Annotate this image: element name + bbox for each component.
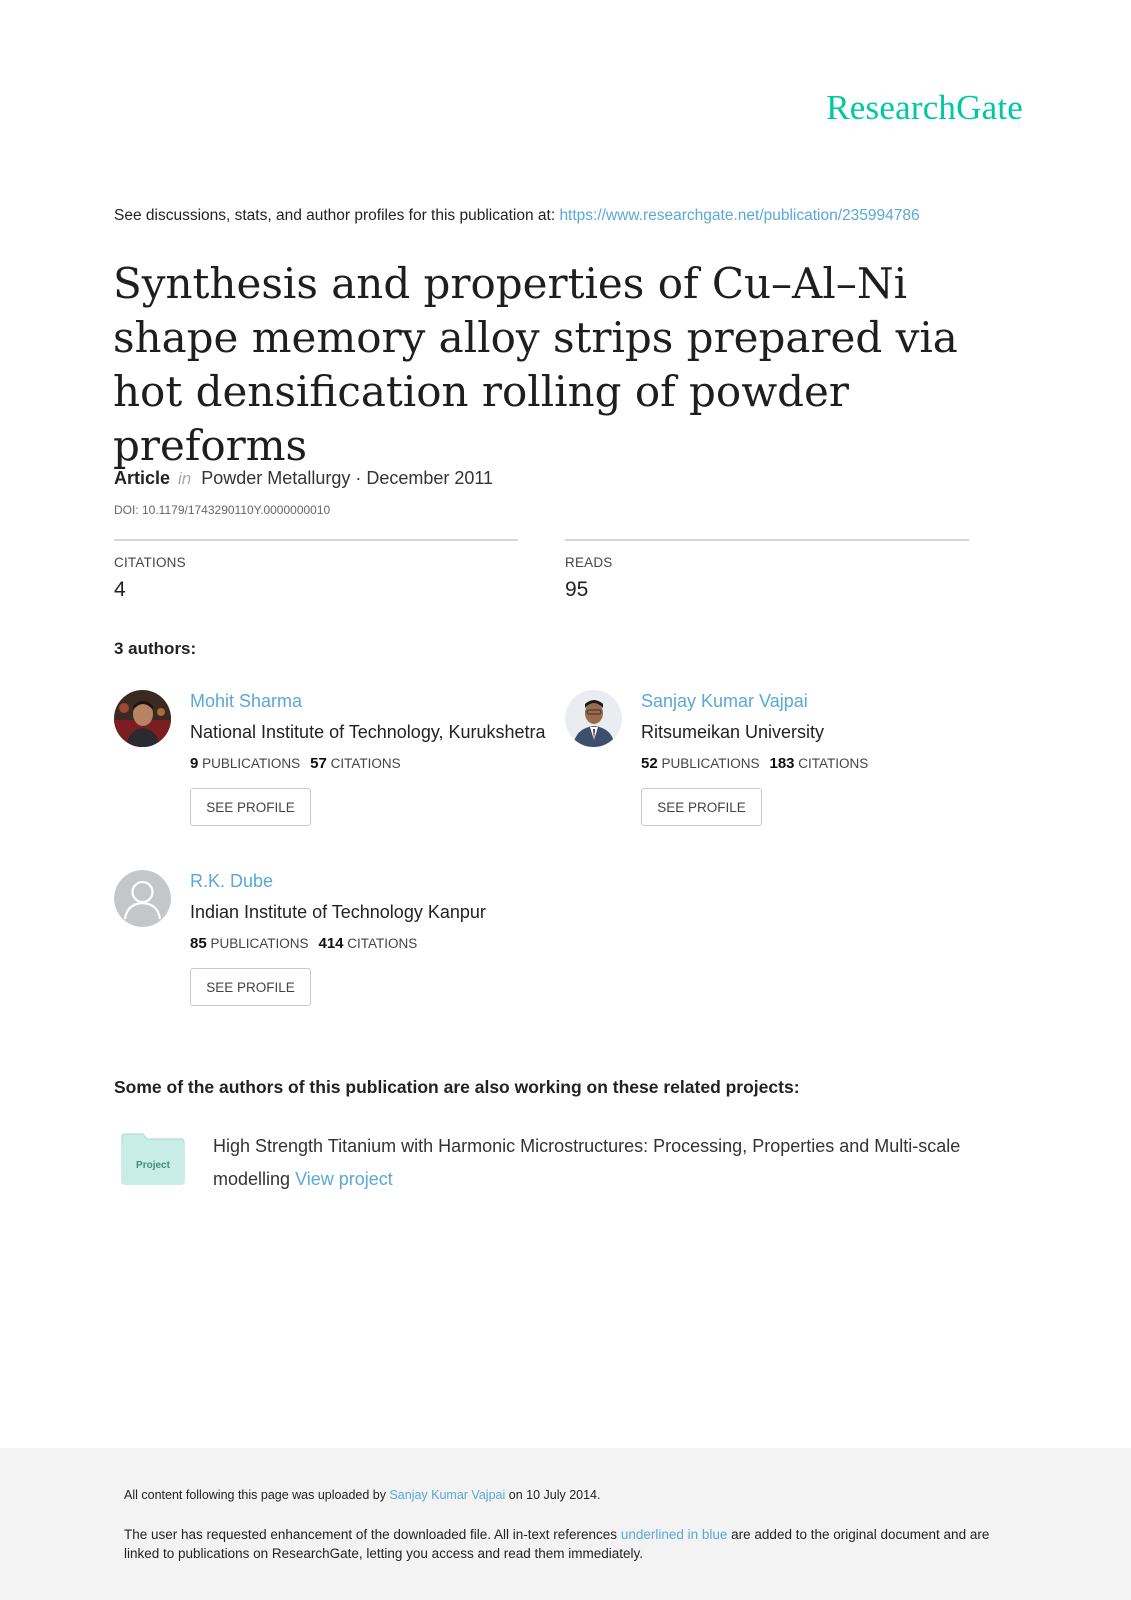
- see-profile-button[interactable]: SEE PROFILE: [190, 968, 311, 1006]
- avatar[interactable]: [114, 870, 171, 927]
- upload-info: [124, 1488, 600, 1502]
- publications-count: 52: [641, 755, 658, 772]
- author-name-link[interactable]: R.K. Dube: [190, 871, 274, 891]
- project-item: [213, 1130, 983, 1196]
- author-info: [190, 870, 650, 1006]
- author-card: [114, 690, 564, 840]
- publications-label: PUBLICATIONS: [202, 756, 301, 771]
- upload-suffix: on 10 July 2014.: [505, 1488, 601, 1502]
- journal-date: Powder Metallurgy · December 2011: [201, 468, 494, 488]
- uploader-link[interactable]: Sanjay Kumar Vajpai: [389, 1488, 506, 1502]
- publications-label: PUBLICATIONS: [661, 756, 760, 771]
- see-profile-button[interactable]: SEE PROFILE: [190, 788, 311, 826]
- researchgate-logo[interactable]: ResearchGate: [826, 88, 1023, 127]
- enhancement-note: [124, 1525, 1004, 1563]
- note-prefix: The user has requested enhancement of the downloaded file. All in-text references: [124, 1527, 621, 1542]
- discussion-line: [114, 207, 920, 225]
- publications-count: 9: [190, 755, 199, 772]
- project-icon-label: Project: [136, 1160, 170, 1171]
- reads-label: READS: [565, 555, 613, 570]
- author-card: [565, 690, 1015, 840]
- citations-count: 57: [310, 755, 327, 772]
- citations-count: 183: [769, 755, 795, 772]
- publication-title: Synthesis and properties of Cu–Al–Ni shape memory alloy strips prepared via hot densification rolling of powder preforms: [113, 259, 958, 470]
- citations-count: 414: [318, 935, 344, 952]
- citations-value: 4: [114, 578, 126, 601]
- author-institution: Ritsumeikan University: [641, 722, 825, 742]
- author-photo-icon: [565, 690, 622, 747]
- citations-stat: [114, 539, 518, 602]
- doi: DOI: 10.1179/1743290110Y.0000000010: [114, 503, 331, 517]
- author-stats: [190, 935, 650, 952]
- citations-label: CITATIONS: [114, 555, 186, 570]
- author-name-link[interactable]: Mohit Sharma: [190, 691, 303, 711]
- author-institution: National Institute of Technology, Kurukshetra: [190, 722, 546, 742]
- upload-prefix: All content following this page was uploaded by: [124, 1488, 390, 1502]
- user-placeholder-icon: [114, 870, 171, 927]
- reads-value: 95: [565, 578, 589, 601]
- citations-label: CITATIONS: [347, 936, 418, 951]
- authors-heading: 3 authors:: [114, 639, 197, 658]
- see-profile-button[interactable]: SEE PROFILE: [641, 788, 762, 826]
- author-stats: [641, 755, 1101, 772]
- footer: [0, 1448, 1131, 1600]
- article-meta: [114, 468, 493, 489]
- view-project-link[interactable]: View project: [295, 1169, 393, 1189]
- author-institution: Indian Institute of Technology Kanpur: [190, 902, 486, 922]
- note-link-text: underlined in blue: [620, 1527, 728, 1542]
- projects-heading: Some of the authors of this publication are also working on these related projects:: [114, 1077, 800, 1097]
- author-info: [641, 690, 1101, 826]
- author-photo-icon: [114, 690, 171, 747]
- citations-label: CITATIONS: [798, 756, 869, 771]
- citations-label: CITATIONS: [330, 756, 401, 771]
- publication-url-link[interactable]: https://www.researchgate.net/publication/235994786: [559, 207, 920, 224]
- project-folder-icon: [121, 1133, 185, 1185]
- discussion-text: See discussions, stats, and author profiles for this publication at:: [114, 207, 560, 224]
- note-suffix: are added to the original document and are linked to publications on ResearchGate, letting you access and read them immediately.: [124, 1527, 990, 1561]
- publications-label: PUBLICATIONS: [210, 936, 309, 951]
- avatar[interactable]: [565, 690, 622, 747]
- author-name-link[interactable]: Sanjay Kumar Vajpai: [641, 691, 808, 711]
- reads-stat: [565, 539, 969, 602]
- publications-count: 85: [190, 935, 207, 952]
- in-word: in: [178, 469, 192, 488]
- author-card: [114, 870, 564, 1020]
- project-title: High Strength Titanium with Harmonic Microstructures: Processing, Properties and Multi-scale modelling: [213, 1136, 961, 1189]
- publication-type: Article: [114, 468, 171, 488]
- avatar[interactable]: [114, 690, 171, 747]
